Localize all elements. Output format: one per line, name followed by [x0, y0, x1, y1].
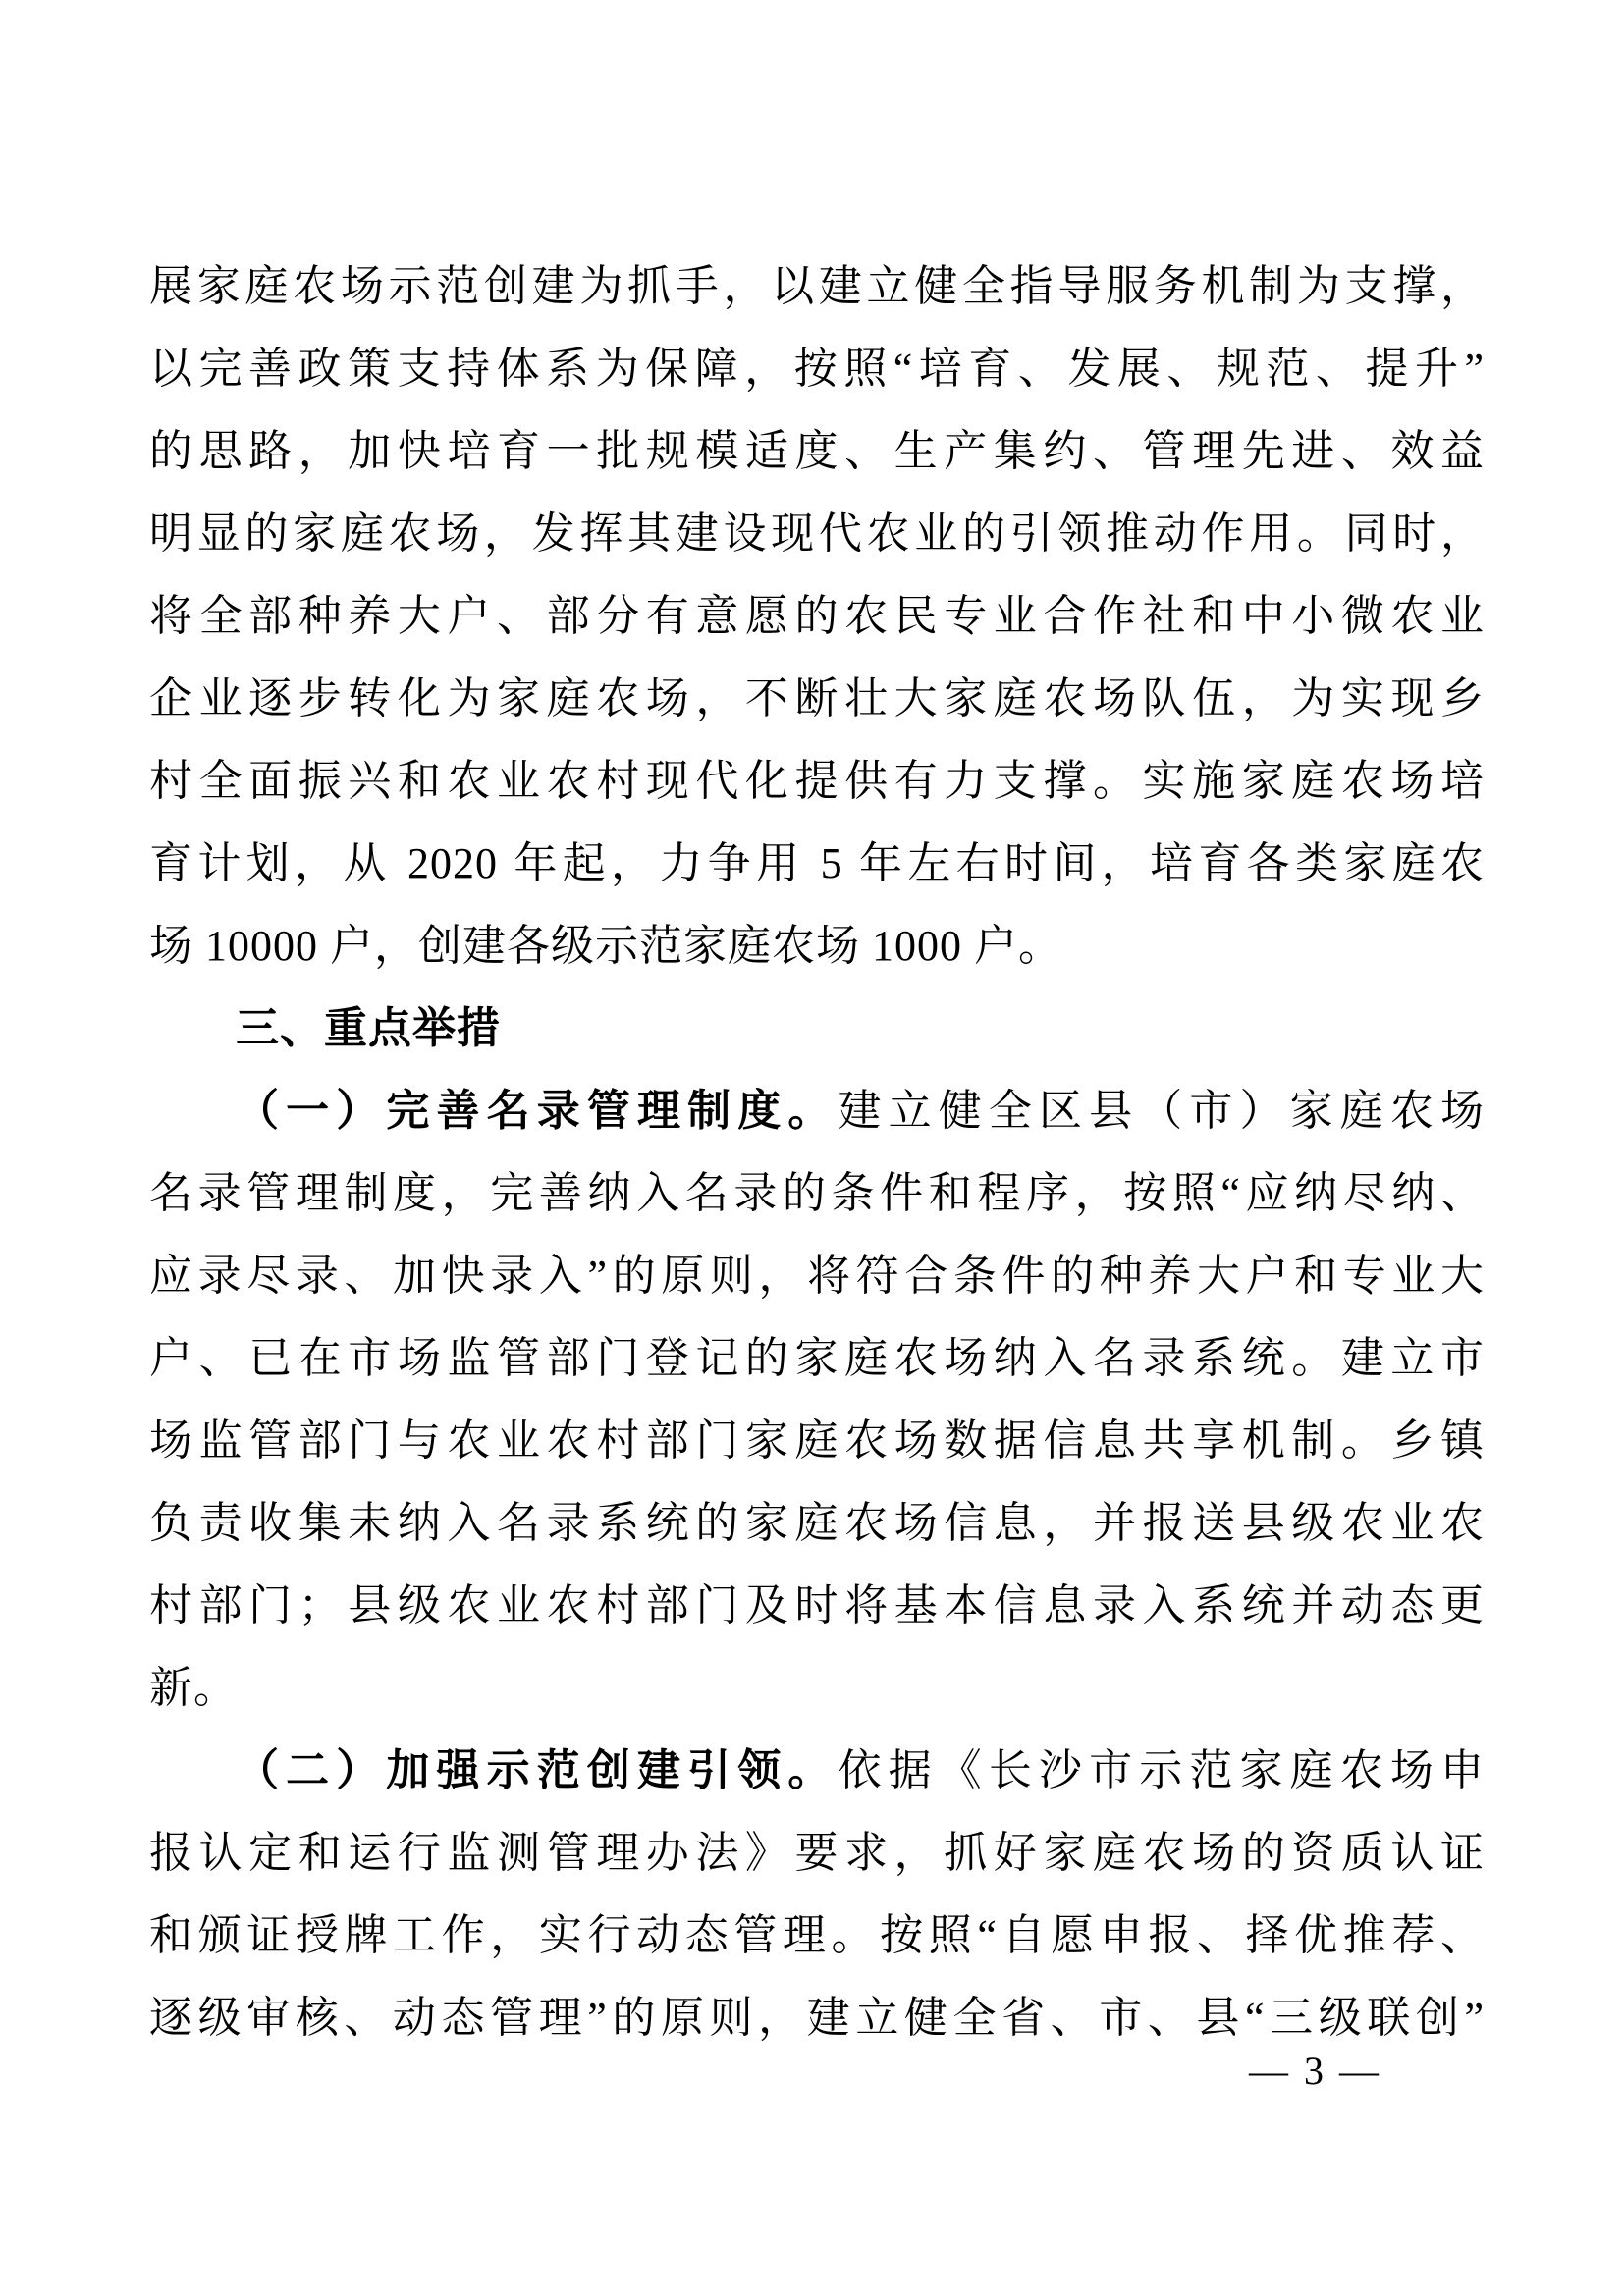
section-one-line: 负责收集未纳入名录系统的家庭农场信息，并报送县级农业农 [149, 1499, 1485, 1547]
body-line: 展家庭农场示范创建为抓手，以建立健全指导服务机制为支撑， [149, 262, 1485, 310]
page-number: — 3 — [1249, 2049, 1381, 2093]
section-two-lead: （二）加强示范创建引领。 [236, 1746, 839, 1794]
section-one-line: 名录管理制度，完善纳入名录的条件和程序，按照“应纳尽纳、 [149, 1169, 1485, 1217]
section-one-line: 场监管部门与农业农村部门家庭农场数据信息共享机制。乡镇 [149, 1416, 1485, 1465]
body-line: 企业逐步转化为家庭农场，不断壮大家庭农场队伍，为实现乡 [149, 674, 1485, 722]
text-column [149, 245, 1485, 2059]
body-line: 村全面振兴和农业农村现代化提供有力支撑。实施家庭农场培 [149, 757, 1485, 805]
section-two-line: 和颁证授牌工作，实行动态管理。按照“自愿申报、择优推荐、 [149, 1911, 1485, 1959]
body-line: 的思路，加快培育一批规模适度、生产集约、管理先进、效益 [149, 427, 1485, 475]
body-line: 将全部种养大户、部分有意愿的农民专业合作社和中小微农业 [149, 592, 1485, 640]
section-one-first-line [149, 1070, 1485, 1152]
section-one-line: 村部门；县级农业农村部门及时将基本信息录入系统并动态更 [149, 1581, 1485, 1629]
section-two-first-rest: 依据《长沙市示范家庭农场申 [838, 1746, 1485, 1794]
section-heading: 三、重点举措 [236, 1004, 501, 1052]
body-line: 明显的家庭农场，发挥其建设现代农业的引领推动作用。同时， [149, 509, 1485, 558]
section-one-line: 新。 [149, 1664, 238, 1712]
section-two-line: 报认定和运行监测管理办法》要求，抓好家庭农场的资质认证 [149, 1829, 1485, 1877]
section-one-line: 应录尽录、加快录入”的原则，将符合条件的种养大户和专业大 [149, 1252, 1485, 1300]
section-one-line: 户、已在市场监管部门登记的家庭农场纳入名录系统。建立市 [149, 1334, 1485, 1382]
body-line: 以完善政策支持体系为保障，按照“培育、发展、规范、提升” [149, 345, 1485, 393]
section-two-first-line [149, 1730, 1485, 1812]
section-two-line: 逐级审核、动态管理”的原则，建立健全省、市、县“三级联创” [149, 1994, 1485, 2042]
body-line: 场 10000 户，创建各级示范家庭农场 1000 户。 [149, 922, 1062, 970]
body-line: 育计划，从 2020 年起，力争用 5 年左右时间，培育各类家庭农 [149, 839, 1485, 887]
section-one-first-rest: 建立健全区县（市）家庭农场 [838, 1087, 1485, 1135]
section-one-lead: （一）完善名录管理制度。 [236, 1087, 839, 1135]
